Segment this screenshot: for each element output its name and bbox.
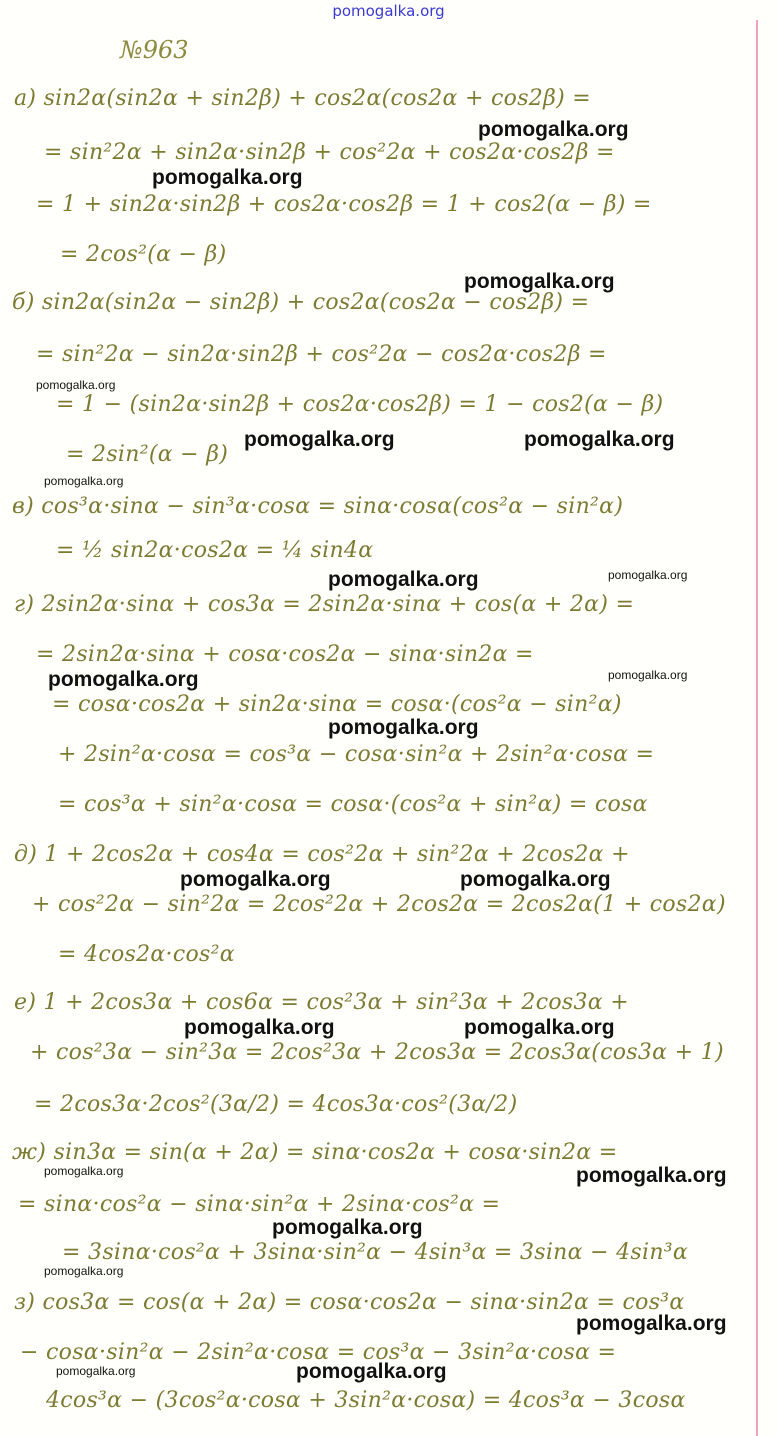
solution-line: е) 1 + 2cos3α + cos6α = cos²3α + sin²3α + 2cos3α +	[14, 990, 629, 1015]
solution-line: = sin²2α + sin2α·sin2β + cos²2α + cos2α·cos2β =	[44, 140, 615, 165]
watermark: pomogalka.org	[608, 668, 688, 682]
watermark: pomogalka.org	[152, 166, 303, 189]
watermark: pomogalka.org	[478, 118, 629, 141]
solution-line: б) sin2α(sin2α − sin2β) + cos2α(cos2α − cos2β) =	[12, 290, 590, 315]
watermark: pomogalka.org	[44, 1264, 124, 1278]
watermark: pomogalka.org	[36, 378, 116, 392]
watermark: pomogalka.org	[576, 1312, 727, 1335]
watermark: pomogalka.org	[464, 1016, 615, 1039]
margin-line	[756, 20, 758, 1436]
watermark: pomogalka.org	[48, 668, 199, 691]
solution-line: = 1 + sin2α·sin2β + cos2α·cos2β = 1 + cos2(α − β) =	[36, 192, 652, 217]
solution-line: = sinα·cos²α − sinα·sin²α + 2sinα·cos²α =	[18, 1192, 501, 1217]
watermark: pomogalka.org	[44, 474, 124, 488]
problem-number: №963	[120, 36, 189, 64]
solution-line: = 2cos²(α − β)	[60, 242, 227, 267]
watermark: pomogalka.org	[56, 1364, 136, 1378]
watermark: pomogalka.org	[328, 568, 479, 591]
solution-line: ж) sin3α = sin(α + 2α) = sinα·cos2α + cosα·sin2α =	[12, 1140, 618, 1165]
solution-line: 4cos³α − (3cos²α·cosα + 3sin²α·cosα) = 4cos³α − 3cosα	[46, 1388, 686, 1413]
watermark: pomogalka.org	[180, 868, 331, 891]
watermark: pomogalka.org	[328, 716, 479, 739]
solution-line: + 2sin²α·cosα = cos³α − cosα·sin²α + 2sin²α·cosα =	[58, 742, 655, 767]
solution-line: = cosα·cos2α + sin2α·sinα = cosα·(cos²α − sin²α)	[52, 692, 622, 717]
solution-line: − cosα·sin²α − 2sin²α·cosα = cos³α − 3sin²α·cosα =	[20, 1340, 617, 1365]
watermark: pomogalka.org	[44, 1164, 124, 1178]
solution-line: з) cos3α = cos(α + 2α) = cosα·cos2α − sinα·sin2α = cos³α	[14, 1290, 685, 1315]
solution-line: = 2sin²(α − β)	[66, 442, 229, 467]
watermark: pomogalka.org	[272, 1216, 423, 1239]
solution-line: = sin²2α − sin2α·sin2β + cos²2α − cos2α·cos2β =	[36, 342, 607, 367]
solution-line: = 2sin2α·sinα + cosα·cos2α − sinα·sin2α =	[36, 642, 534, 667]
solution-line: а) sin2α(sin2α + sin2β) + cos2α(cos2α + cos2β) =	[14, 86, 592, 111]
watermark: pomogalka.org	[460, 868, 611, 891]
solution-line: + cos²3α − sin²3α = 2cos²3α + 2cos3α = 2cos3α(cos3α + 1)	[30, 1040, 724, 1065]
solution-line: в) cos³α·sinα − sin³α·cosα = sinα·cosα(cos²α − sin²α)	[12, 494, 624, 519]
solution-line: = 4cos2α·cos²α	[58, 942, 235, 967]
watermark: pomogalka.org	[184, 1016, 335, 1039]
solution-line: г) 2sin2α·sinα + cos3α = 2sin2α·sinα + cos(α + 2α) =	[14, 592, 635, 617]
watermark: pomogalka.org	[296, 1360, 447, 1383]
solution-line: = 2cos3α·2cos²(3α/2) = 4cos3α·cos²(3α/2)	[34, 1092, 518, 1117]
watermark: pomogalka.org	[464, 270, 615, 293]
solution-line: = ½ sin2α·cos2α = ¼ sin4α	[56, 538, 374, 563]
watermark: pomogalka.org	[524, 428, 675, 451]
solution-line: д) 1 + 2cos2α + cos4α = cos²2α + sin²2α + 2cos2α +	[14, 842, 630, 867]
watermark: pomogalka.org	[244, 428, 395, 451]
watermark: pomogalka.org	[576, 1164, 727, 1187]
watermark: pomogalka.org	[608, 568, 688, 582]
solution-line: + cos²2α − sin²2α = 2cos²2α + 2cos2α = 2cos2α(1 + cos2α)	[32, 892, 726, 917]
solution-line: = 1 − (sin2α·sin2β + cos2α·cos2β) = 1 − cos2(α − β)	[56, 392, 664, 417]
solution-line: = cos³α + sin²α·cosα = cosα·(cos²α + sin²α) = cosα	[58, 792, 648, 817]
solution-line: = 3sinα·cos²α + 3sinα·sin²α − 4sin³α = 3sinα − 4sin³α	[62, 1240, 689, 1265]
site-header[interactable]: pomogalka.org	[332, 2, 445, 20]
